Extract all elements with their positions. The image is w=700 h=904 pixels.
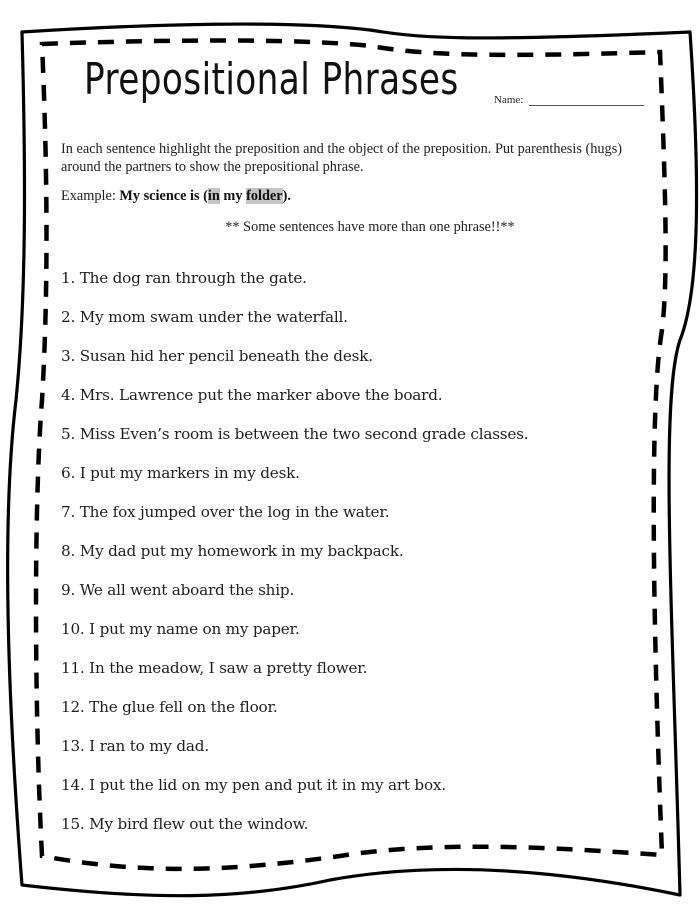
name-input-line[interactable]	[529, 95, 644, 106]
example-preposition: in	[207, 188, 220, 204]
worksheet-title: Prepositional Phrases	[84, 54, 459, 105]
sentence-item: 9. We all went aboard the ship.	[61, 581, 295, 599]
sentence-item: 10. I put my name on my paper.	[61, 620, 300, 638]
example-label: Example:	[61, 188, 116, 204]
sentence-item: 2. My mom swam under the waterfall.	[61, 308, 348, 326]
sentence-item: 6. I put my markers in my desk.	[61, 464, 300, 482]
name-label: Name:	[494, 94, 524, 106]
sentence-item: 11. In the meadow, I saw a pretty flower.	[61, 659, 368, 677]
instructions-text: In each sentence highlight the preposition and the object of the preposition. Put parenthesis (hugs) around the partners to show the prepositional phrase.	[61, 141, 623, 175]
example-object: folder	[246, 188, 283, 204]
example-middle: my	[219, 188, 247, 204]
sentence-item: 1. The dog ran through the gate.	[61, 269, 307, 287]
sentence-item: 15. My bird flew out the window.	[61, 815, 309, 833]
example-sentence	[61, 188, 291, 205]
sentence-item: 13. I ran to my dad.	[61, 737, 209, 755]
example-before: My science is (	[119, 188, 208, 204]
note-text	[0, 219, 700, 236]
example-after: ).	[282, 188, 291, 204]
name-field[interactable]	[494, 94, 644, 106]
sentence-item: 5. Miss Even’s room is between the two second grade classes.	[61, 425, 529, 443]
sentence-item: 12. The glue fell on the floor.	[61, 698, 278, 716]
example-bold	[119, 188, 291, 204]
note-label: ** Some sentences have more than one phrase!!**	[225, 219, 515, 235]
sentence-item: 8. My dad put my homework in my backpack.	[61, 542, 404, 560]
sentence-item: 3. Susan hid her pencil beneath the desk.	[61, 347, 373, 365]
sentence-item: 4. Mrs. Lawrence put the marker above the board.	[61, 386, 443, 404]
sentence-item: 7. The fox jumped over the log in the water.	[61, 503, 390, 521]
sentence-item: 14. I put the lid on my pen and put it in my art box.	[61, 776, 446, 794]
sentence-list	[61, 267, 528, 852]
